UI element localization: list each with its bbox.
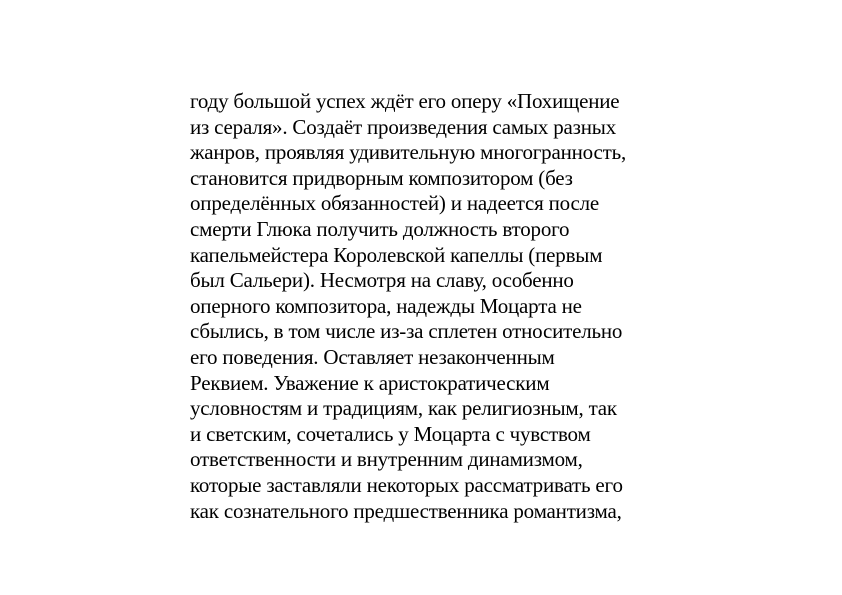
text-line-13: условностям и традициям, как религиозным, так: [190, 396, 617, 421]
text-line-5: определённых обязанностей) и надеется после: [190, 191, 599, 216]
text-line-17: как сознательного предшественника романтизма,: [190, 498, 622, 523]
text-line-9: оперного композитора, надежды Моцарта не: [190, 293, 582, 318]
text-line-12: Реквием. Уважение к аристократическим: [190, 370, 550, 395]
text-line-6: смерти Глюка получить должность второго: [190, 216, 570, 241]
text-line-8: был Сальери). Несмотря на славу, особенно: [190, 268, 574, 293]
body-text: [190, 89, 670, 524]
text-line-1: году большой успех ждёт его оперу «Похищение: [190, 89, 620, 113]
text-line-7: капельмейстера Королевской капеллы (первым: [190, 242, 603, 267]
text-line-4: становится придворным композитором (без: [190, 165, 573, 190]
text-line-16: которые заставляли некоторых рассматривать его: [190, 472, 623, 497]
text-line-14: и светским, сочетались у Моцарта с чувством: [190, 421, 591, 446]
text-line-3: жанров, проявляя удивительную многогранность,: [190, 140, 627, 165]
text-line-15: ответственности и внутренним динамизмом,: [190, 447, 583, 472]
text-line-10: сбылись, в том числе из-за сплетен относительно: [190, 319, 623, 344]
text-line-11: его поведения. Оставляет незаконченным: [190, 344, 555, 369]
text-line-2: из сераля». Создаёт произведения самых разных: [190, 114, 617, 139]
